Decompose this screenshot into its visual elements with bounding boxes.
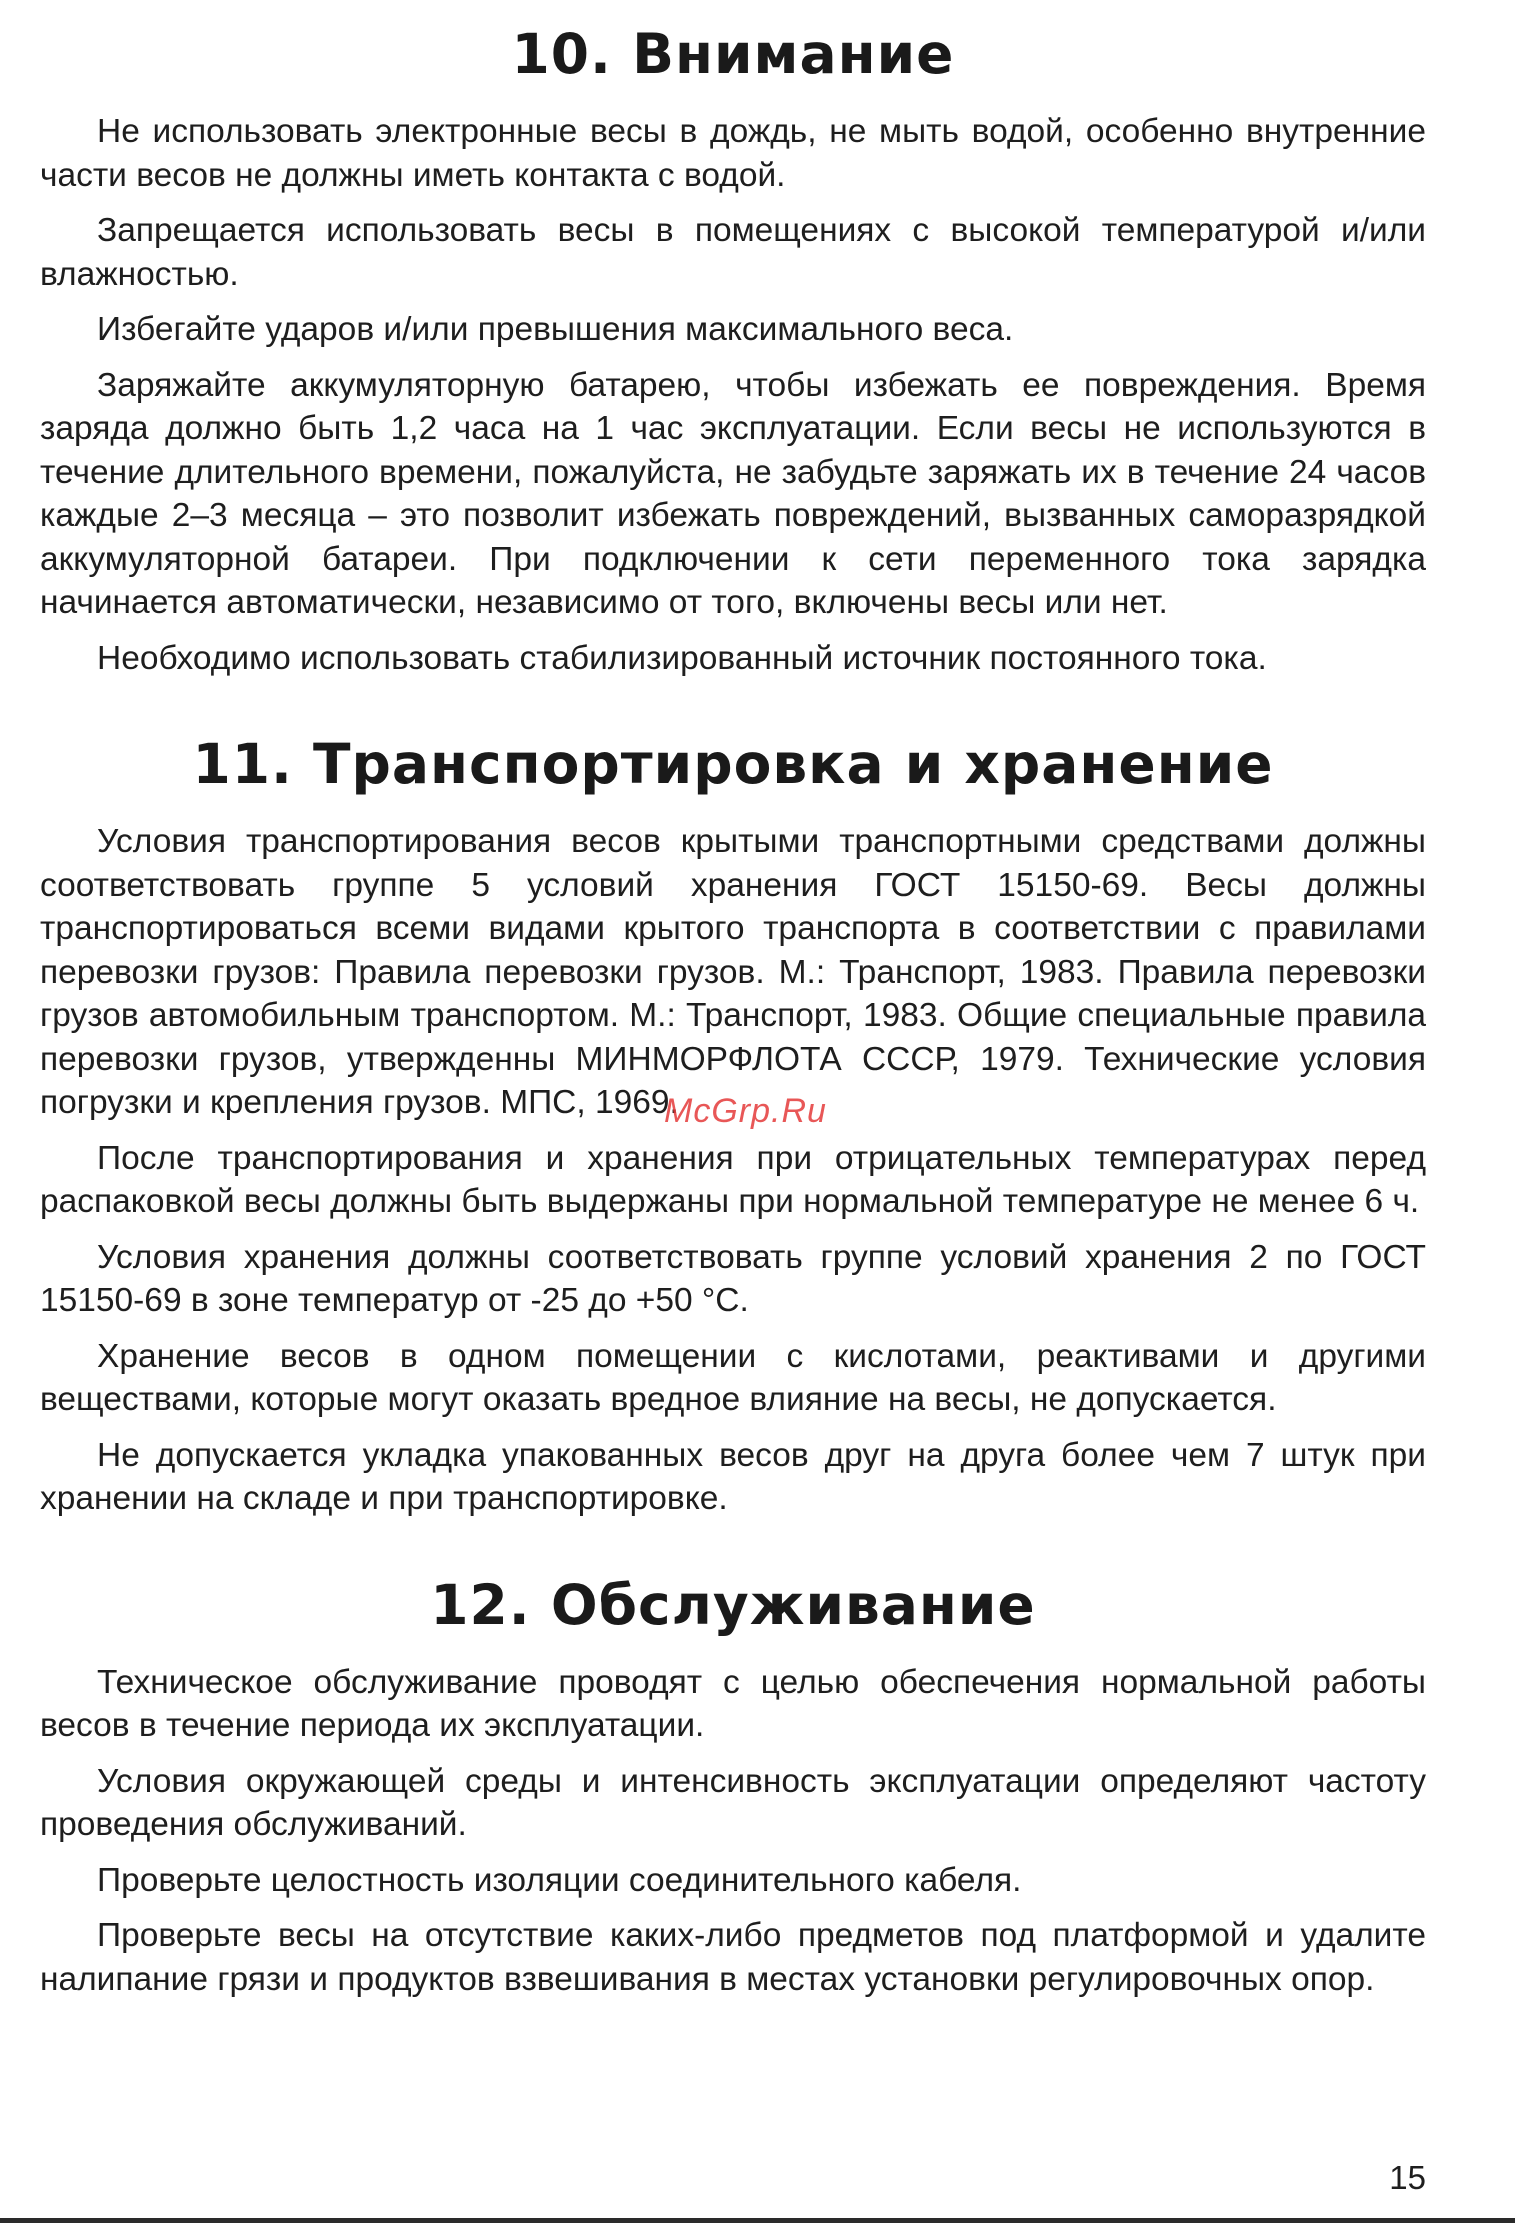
section-title: 10. Внимание — [511, 22, 955, 86]
paragraph: Условия хранения должны соответствовать группе условий хранения 2 по ГОСТ 15150-69 в зоне температур от -25 до +50 °С. — [40, 1238, 1426, 1319]
section-title: 11. Транспортировка и хранение — [192, 732, 1274, 796]
paragraph: Избегайте ударов и/или превышения максимального веса. — [97, 311, 1014, 348]
paragraph: Хранение весов в одном помещении с кислотами, реактивами и другими веществами, которые могут оказать вредное влияние на весы, не допускается. — [40, 1337, 1426, 1418]
page-number: 15 — [1389, 2159, 1426, 2196]
paragraph: Проверьте весы на отсутствие каких-либо предметов под платформой и удалите налипание грязи и продуктов взвешивания в местах установки регулировочных опор. — [40, 1917, 1426, 1998]
watermark-text: McGrp.Ru — [664, 1092, 827, 1130]
paragraph: Не допускается укладка упакованных весов друг на друга более чем 7 штук при хранении на складе и при транспортировке. — [40, 1436, 1426, 1517]
section-maintenance — [40, 1565, 1426, 2002]
paragraph: Необходимо использовать стабилизированный источник постоянного тока. — [97, 639, 1267, 677]
section-title: 12. Обслуживание — [430, 1572, 1036, 1637]
paragraph: Заряжайте аккумуляторную батарею, чтобы избежать ее повреждения. Время заряда должно быть 1,2 часа на 1 час эксплуатации. Если весы не используются в течение длительного времени, пожалуйста, не забудьте заряжать их в течение 24 часов каждые 2–3 месяца – это позволит избежать повреждений, вызванных саморазрядкой аккумуляторной батареи. При подключении к сети переменного тока зарядка начинается автоматически, независимо от того, включены весы или нет. — [40, 366, 1426, 621]
section-attention — [40, 14, 1426, 680]
paragraph: Техническое обслуживание проводят с целью обеспечения нормальной работы весов в течение периода их эксплуатации. — [40, 1663, 1426, 1744]
paragraph: Проверьте целостность изоляции соединительного кабеля. — [97, 1861, 1022, 1899]
paragraph: Условия окружающей среды и интенсивность эксплуатации определяют частоту проведения обслуживаний. — [40, 1762, 1426, 1843]
document-page — [40, 14, 1426, 2013]
paragraph: Не использовать электронные весы в дождь, не мыть водой, особенно внутренние части весов не должны иметь контакта с водой. — [40, 113, 1426, 194]
paragraph: После транспортирования и хранения при отрицательных температурах перед распаковкой весы должны быть выдержаны при нормальной температуре не менее 6 ч. — [40, 1139, 1426, 1220]
paragraph: Запрещается использовать весы в помещениях с высокой температурой и/или влажностью. — [40, 212, 1426, 293]
paragraph: Условия транспортирования весов крытыми транспортными средствами должны соответствовать группе 5 условий хранения ГОСТ 15150-69. Весы должны транспортироваться всеми видами крытого транспорта в соответствии с правилами перевозки грузов: Правила перевозки грузов. М.: Транспорт, 1983. Правила перевозки грузов автомобильным транспортом. М.: Транспорт, 1983. Общие специальные правила перевозки грузов, утвержденны МИНМОРФЛОТА СССР, 1979. Технические условия погрузки и крепления грузов. МПС, 1969. — [40, 823, 1426, 1121]
footer-rule — [0, 2218, 1515, 2223]
